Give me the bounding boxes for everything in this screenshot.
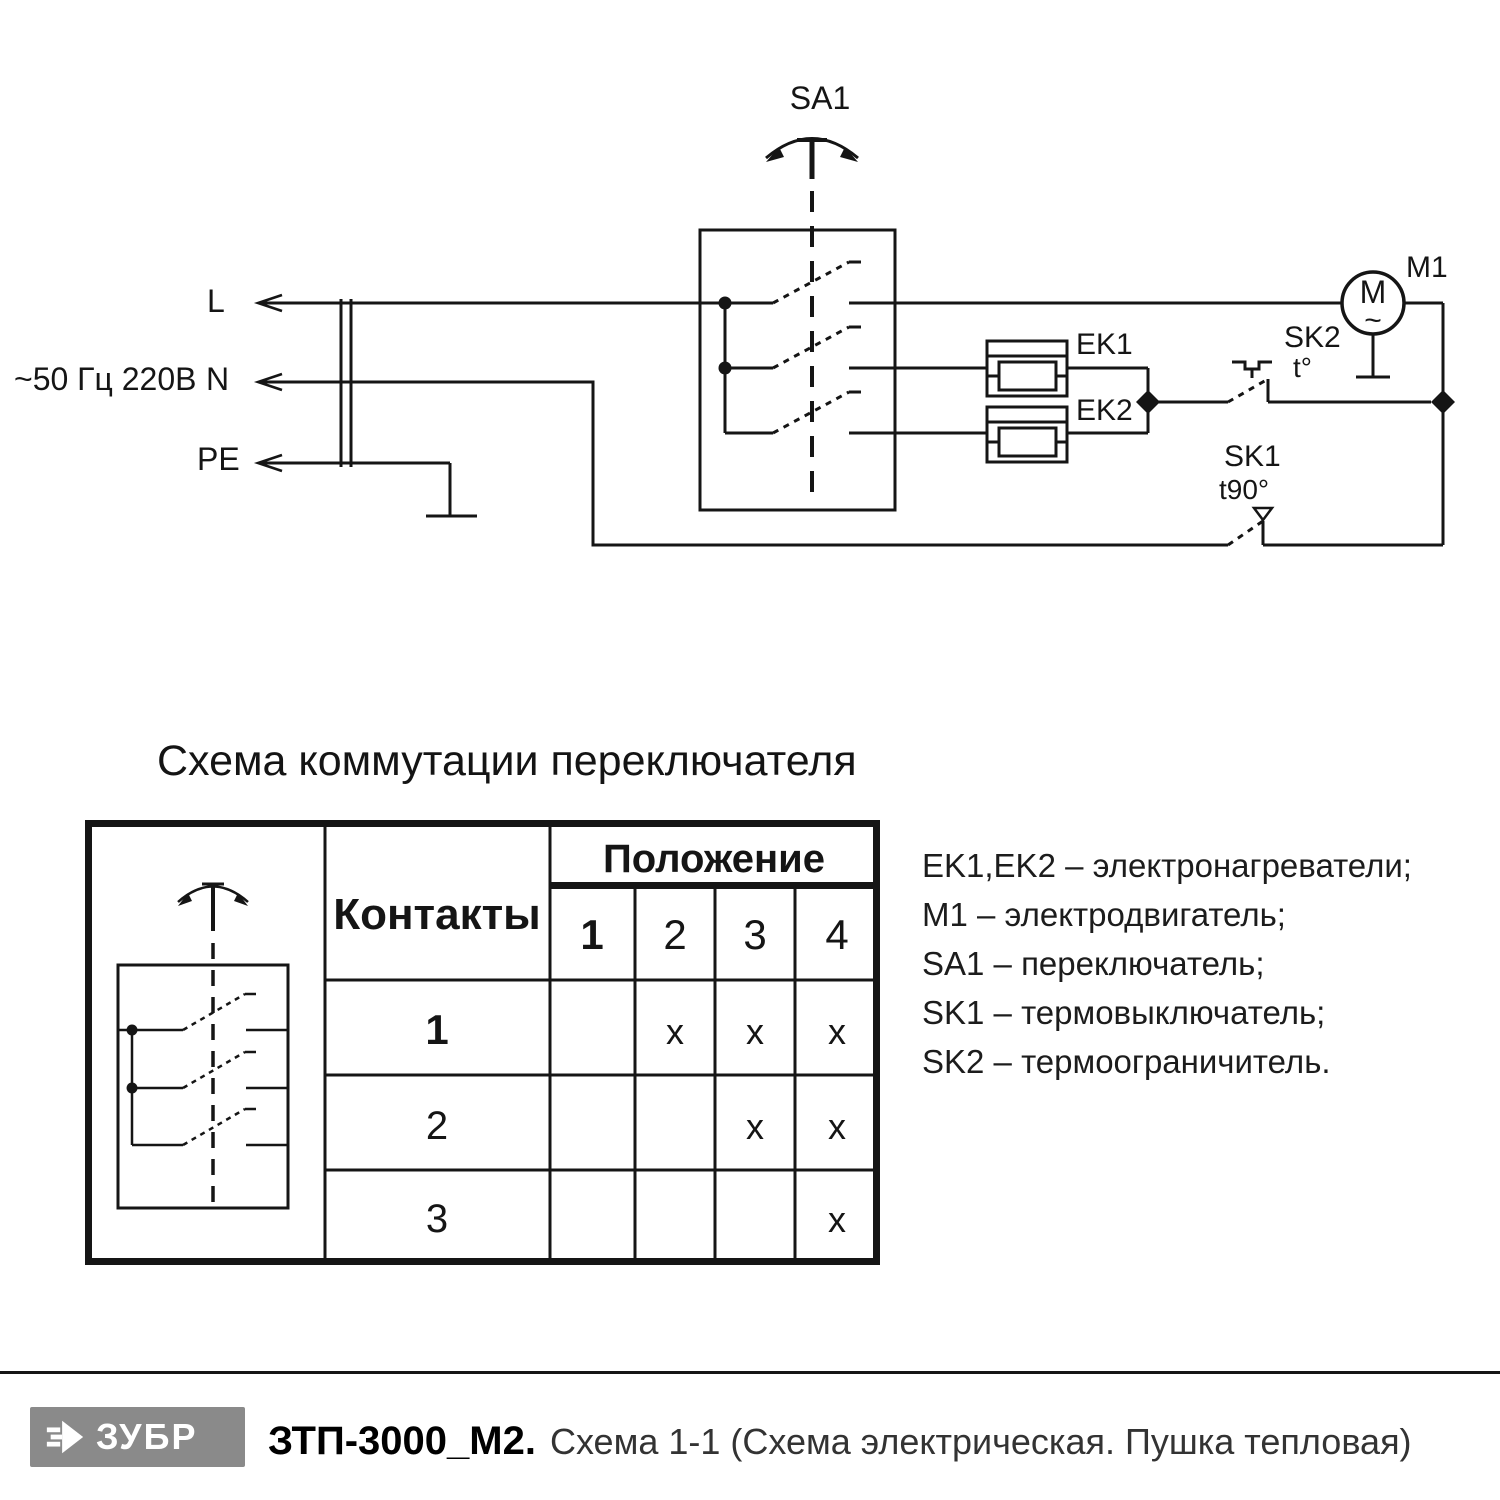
switch-sa1 (700, 139, 987, 511)
sa1-label: SA1 (789, 80, 851, 116)
thermal-limiter-sk2 (1148, 362, 1431, 402)
mark-cell: x (666, 1011, 684, 1052)
ek1-label: EK1 (1076, 328, 1133, 361)
sk2-temp-label: t° (1293, 352, 1312, 383)
m1-label: M1 (1406, 251, 1448, 284)
mark-cell: x (828, 1106, 846, 1147)
caption-text: Схема 1-1 (Схема электрическая. Пушка тепловая) (549, 1421, 1412, 1462)
legend-item: SK1 – термовыключатель; (922, 994, 1326, 1031)
zubr-arrow-icon (44, 1416, 86, 1458)
motor-wave: ~ (1364, 304, 1382, 337)
legend-item: SK2 – термоограничитель. (922, 1043, 1331, 1080)
mark-cell: x (746, 1106, 764, 1147)
mark-cell: x (746, 1011, 764, 1052)
thermal-cutout-sk1 (1228, 508, 1272, 545)
position-col-4: 4 (825, 911, 849, 958)
motor-letter: M (1359, 274, 1387, 310)
mark-cell: x (828, 1199, 846, 1240)
position-col-1: 1 (580, 911, 604, 958)
position-header: Положение (602, 837, 826, 881)
position-col-3: 3 (743, 911, 767, 958)
sk1-temp-label: t90° (1219, 474, 1270, 505)
row-contact-label: 3 (425, 1197, 449, 1241)
ek2-label: EK2 (1076, 394, 1133, 427)
footer-caption (268, 1419, 1412, 1464)
zubr-logo-text: ЗУБР (96, 1416, 198, 1457)
sk1-label: SK1 (1224, 440, 1281, 473)
sk2-label: SK2 (1284, 321, 1341, 354)
legend-item: SA1 – переключатель; (922, 945, 1265, 982)
mini-switch-diagram (118, 884, 288, 1208)
zubr-logo (30, 1407, 245, 1467)
model-number: ЗТП-3000_М2. (268, 1419, 536, 1463)
terminal-n-label: N (206, 361, 230, 397)
terminal-l-label: L (207, 283, 225, 319)
commutation-table-title: Схема коммутации переключателя (157, 737, 857, 785)
terminal-pe-label: PE (197, 441, 240, 477)
mark-cell: x (828, 1011, 846, 1052)
position-col-2: 2 (663, 911, 687, 958)
legend-item: M1 – электродвигатель; (922, 896, 1286, 933)
legend-item: EK1,EK2 – электронагреватели; (922, 847, 1412, 884)
legend (922, 841, 1412, 1086)
row-contact-label: 2 (425, 1104, 449, 1148)
contacts-header: Контакты (333, 890, 541, 939)
row-contact-label: 1 (425, 1006, 449, 1053)
source-voltage-label: ~50 Гц 220В (14, 361, 197, 397)
